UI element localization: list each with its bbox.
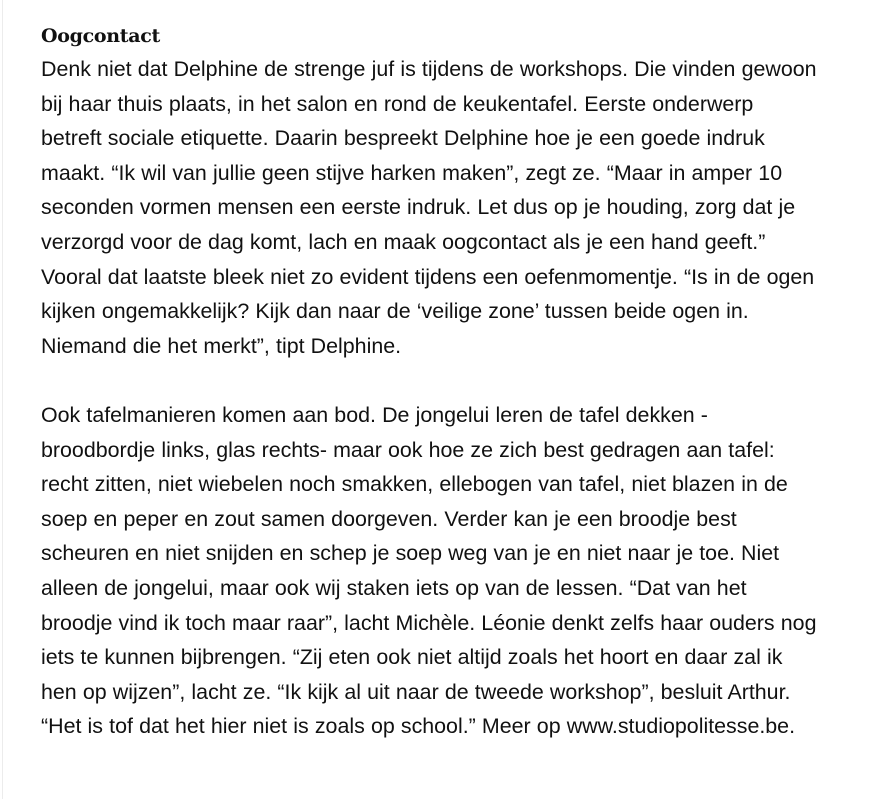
text-line: Ook tafelmanieren komen aan bod. De jongelui leren de tafel dekken - <box>41 402 708 427</box>
text-line: soep en peper en zout samen doorgeven. Verder kan je een broodje best <box>41 506 737 531</box>
article-body <box>41 20 861 744</box>
paragraph <box>41 398 861 744</box>
text-line: maakt. “Ik wil van jullie geen stijve harken maken”, zegt ze. “Maar in amper 10 <box>41 160 783 185</box>
text-line: “Het is tof dat het hier niet is zoals op school.” Meer op www.studiopolitesse.be. <box>41 714 796 739</box>
text-line: iets te kunnen bijbrengen. “Zij eten ook niet altijd zoals het hoort en daar zal ik <box>41 645 783 670</box>
text-line: alleen de jongelui, maar ook wij staken iets op van de lessen. “Dat van het <box>41 575 747 600</box>
text-line: broodje vind ik toch maar raar”, lacht Michèle. Léonie denkt zelfs haar ouders nog <box>41 610 817 635</box>
section-heading: Oogcontact <box>41 25 160 47</box>
left-border-line <box>2 0 3 799</box>
text-line: betreft sociale etiquette. Daarin bespreekt Delphine hoe je een goede indruk <box>41 126 765 151</box>
text-line: Denk niet dat Delphine de strenge juf is tijdens de workshops. Die vinden gewoon <box>41 57 817 81</box>
text-line: bij haar thuis plaats, in het salon en rond de keukentafel. Eerste onderwerp <box>41 91 754 116</box>
paragraph <box>41 52 861 363</box>
text-line: hen op wijzen”, lacht ze. “Ik kijk al uit naar de tweede workshop”, besluit Arthur. <box>41 679 791 704</box>
text-line: seconden vormen mensen een eerste indruk. Let dus op je houding, zorg dat je <box>41 195 796 220</box>
text-line: recht zitten, niet wiebelen noch smakken, ellebogen van tafel, niet blazen in de <box>41 472 788 497</box>
text-line: kijken ongemakkelijk? Kijk dan naar de ‘veilige zone’ tussen beide ogen in. <box>41 299 749 324</box>
text-line: Vooral dat laatste bleek niet zo evident tijdens een oefenmomentje. “Is in de ogen <box>41 264 815 289</box>
text-line: verzorgd voor de dag komt, lach en maak oogcontact als je een hand geeft.” <box>41 229 766 254</box>
text-line: scheuren en niet snijden en schep je soep weg van je en niet naar je toe. Niet <box>41 541 780 566</box>
text-line: broodbordje links, glas rechts- maar ook hoe ze zich best gedragen aan tafel: <box>41 437 775 462</box>
text-line: Niemand die het merkt”, tipt Delphine. <box>41 333 402 358</box>
